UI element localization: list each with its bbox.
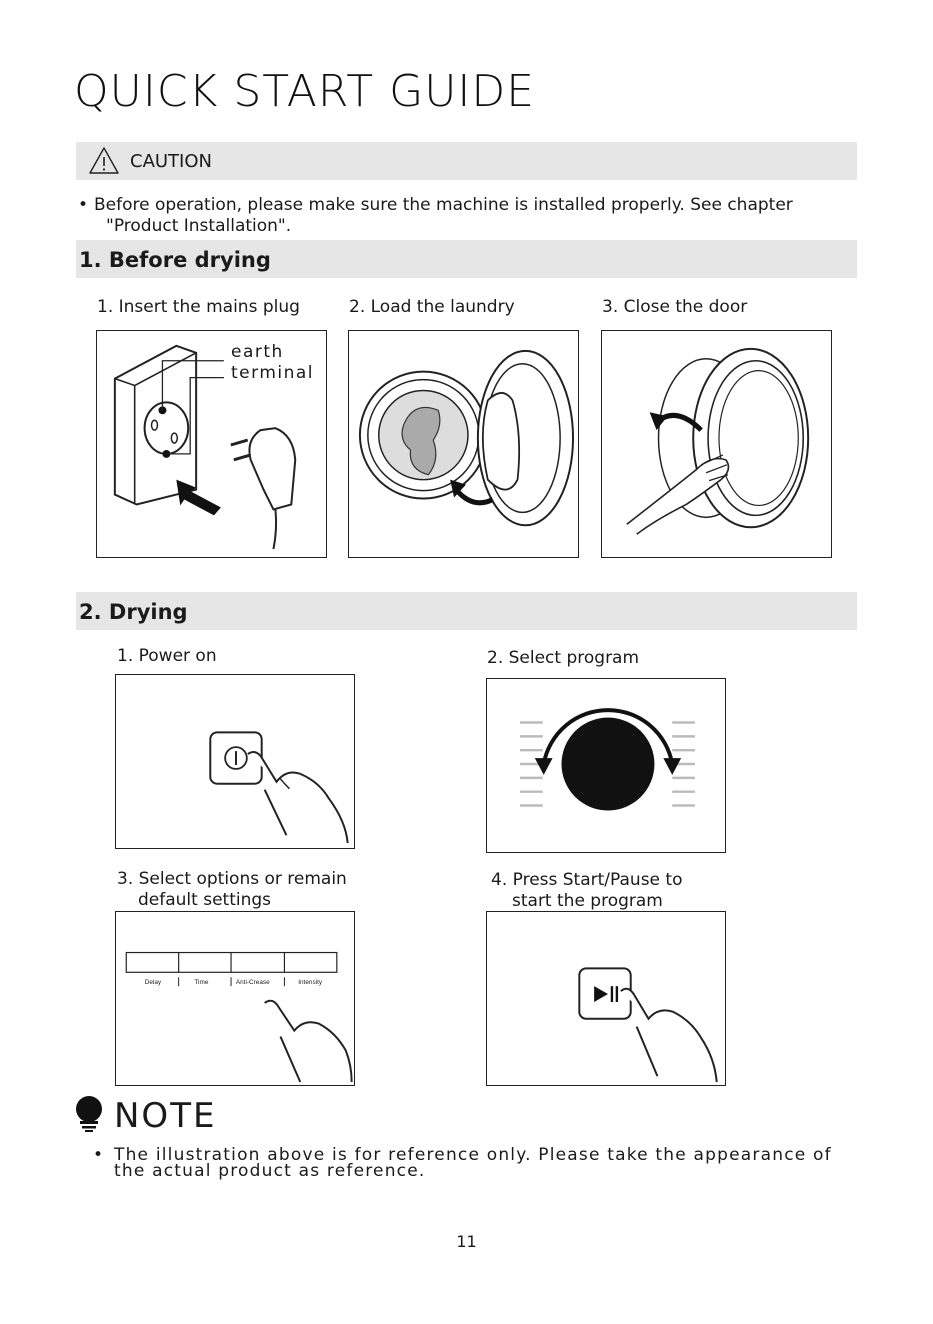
start-pause-illustration — [486, 911, 726, 1086]
drum-laundry-icon — [349, 331, 578, 557]
option-intensity-label: Intensity — [298, 979, 323, 987]
step-load-laundry-label: 2. Load the laundry — [349, 297, 515, 317]
note-bullet: • — [93, 1145, 105, 1165]
select-program-illustration — [486, 678, 726, 853]
caution-bullet: • — [78, 195, 89, 215]
load-laundry-illustration — [348, 330, 579, 558]
step-select-options-label-line1: 3. Select options or remain — [117, 869, 347, 889]
lightbulb-icon — [73, 1096, 105, 1132]
select-options-illustration — [115, 911, 355, 1086]
step-close-door-label: 3. Close the door — [602, 297, 748, 317]
step-insert-plug-label: 1. Insert the mains plug — [97, 297, 300, 317]
page-title: QUICK START GUIDE — [74, 66, 536, 117]
step-select-options-label-line2: default settings — [138, 890, 272, 910]
note-text-line1: The illustration above is for reference only. Please take the appearance of — [114, 1145, 832, 1165]
program-knob-icon — [487, 679, 725, 852]
step-start-pause-label-line1: 4. Press Start/Pause to — [491, 870, 683, 890]
option-anti-crease-label: Anti-Crease — [235, 979, 270, 987]
section1-title: 1. Before drying — [79, 248, 271, 272]
caution-label: CAUTION — [130, 151, 212, 172]
page-number: 11 — [456, 1232, 477, 1251]
earth-callout-line2: terminal — [231, 363, 315, 383]
warning-icon — [88, 146, 120, 175]
closing-door-icon — [602, 331, 831, 557]
note-title: NOTE — [114, 1096, 217, 1136]
section2-title: 2. Drying — [79, 600, 188, 624]
earth-callout-line1: earth — [231, 342, 284, 362]
caution-text-line1: Before operation, please make sure the machine is installed properly. See chapter — [94, 195, 793, 215]
option-time-label: Time — [194, 979, 209, 987]
options-panel-press-icon — [116, 912, 354, 1085]
note-text-line2: the actual product as reference. — [114, 1161, 426, 1181]
start-pause-press-icon — [487, 912, 725, 1085]
close-door-illustration — [601, 330, 832, 558]
step-start-pause-label-line2: start the program — [512, 891, 663, 911]
option-delay-label: Delay — [144, 979, 162, 987]
step-power-on-label: 1. Power on — [117, 646, 217, 666]
caution-text-line2: "Product Installation". — [106, 216, 292, 236]
power-button-press-icon — [116, 675, 354, 848]
step-select-program-label: 2. Select program — [487, 648, 640, 668]
power-on-illustration — [115, 674, 355, 849]
section2-banner — [76, 592, 857, 630]
